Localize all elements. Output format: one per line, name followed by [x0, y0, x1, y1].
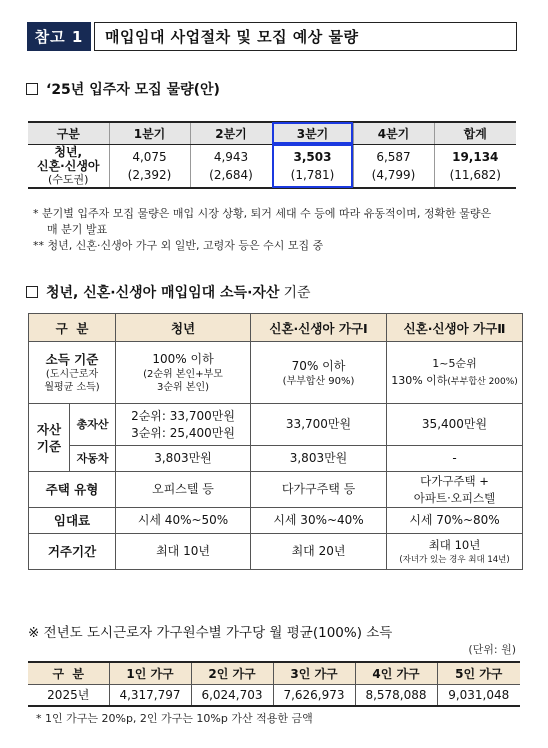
car-youth: 3,803만원	[116, 446, 251, 472]
table-row	[28, 684, 520, 706]
rent-newlywed1: 시세 30%~40%	[251, 508, 387, 534]
row-label: 청년, 신혼·신생아 (수도권)	[28, 144, 109, 188]
income-1p: 4,317,797	[109, 684, 191, 706]
header-cell: 4인 가구	[355, 662, 437, 684]
income-newlywed1: 70% 이하 (부부합산 90%)	[251, 342, 387, 404]
rent-newlywed2: 시세 70%~80%	[387, 508, 523, 534]
income-newlywed2: 1~5순위 130% 이하(부부합산 200%)	[387, 342, 523, 404]
income-3p: 7,626,973	[273, 684, 355, 706]
residence-period-row	[29, 534, 523, 570]
car-newlywed1: 3,803만원	[251, 446, 387, 472]
income-youth: 100% 이하 (2순위 본인+부모 3순위 본인)	[116, 342, 251, 404]
income-4p: 8,578,088	[355, 684, 437, 706]
checkbox-square-icon	[26, 286, 38, 298]
section2-title: 청년, 신혼·신생아 매입임대 소득·자산 기준	[26, 282, 311, 302]
table-header-row	[28, 662, 520, 684]
total-assets-label: 총자산	[70, 404, 116, 446]
header-cell: 1인 가구	[109, 662, 191, 684]
header-cell: 신혼·신생아 가구Ⅱ	[387, 314, 523, 342]
year-cell: 2025년	[28, 684, 109, 706]
header-cell: 구 분	[29, 314, 116, 342]
header-cell: 신혼·신생아 가구Ⅰ	[251, 314, 387, 342]
header-cell: 5인 가구	[437, 662, 520, 684]
rent-row	[29, 508, 523, 534]
housing-type-row	[29, 472, 523, 508]
residence-newlywed2: 최대 10년 (자녀가 있는 경우 최대 14년)	[387, 534, 523, 570]
reference-tag: 참고 1	[27, 22, 91, 51]
table-row	[28, 144, 516, 188]
residence-label: 거주기간	[29, 534, 116, 570]
assets-label: 자산 기준	[29, 404, 70, 472]
header-cell: 구분	[28, 122, 109, 144]
car-newlywed2: -	[387, 446, 523, 472]
document-title: 매입임대 사업절차 및 모집 예상 물량	[94, 22, 517, 51]
header-cell: 1분기	[109, 122, 190, 144]
housing-youth: 오피스텔 등	[116, 472, 251, 508]
q2-cell: 4,943 (2,684)	[190, 144, 272, 188]
document-header	[27, 22, 517, 51]
housing-newlywed2: 다가구주택 + 아파트·오피스텔	[387, 472, 523, 508]
header-cell: 2인 가구	[191, 662, 273, 684]
residence-newlywed1: 최대 20년	[251, 534, 387, 570]
table-header-row	[28, 122, 516, 144]
section1-title: ‘25년 입주자 모집 물량(안)	[26, 79, 220, 99]
q1-cell: 4,075 (2,392)	[109, 144, 190, 188]
q3-cell-highlighted: 3,503 (1,781)	[272, 144, 353, 188]
total-assets-youth: 2순위: 33,700만원 3순위: 25,400만원	[116, 404, 251, 446]
residence-youth: 최대 10년	[116, 534, 251, 570]
recruitment-volume-table	[28, 121, 516, 189]
header-cell: 구 분	[28, 662, 109, 684]
section3-title: ※ 전년도 도시근로자 가구원수별 가구당 월 평균(100%) 소득	[28, 625, 393, 641]
section3-note: * 1인 가구는 20%p, 2인 가구는 10%p 가산 적용한 금액	[36, 712, 313, 725]
total-assets-newlywed2: 35,400만원	[387, 404, 523, 446]
total-assets-row	[29, 404, 523, 446]
header-cell: 합계	[434, 122, 516, 144]
header-cell: 4분기	[353, 122, 434, 144]
housing-label: 주택 유형	[29, 472, 116, 508]
income-2p: 6,024,703	[191, 684, 273, 706]
car-assets-row	[29, 446, 523, 472]
income-asset-criteria-table	[28, 313, 523, 570]
header-cell-highlighted: 3분기	[272, 122, 353, 144]
household-income-table	[28, 661, 520, 707]
income-row	[29, 342, 523, 404]
car-label: 자동차	[70, 446, 116, 472]
table-header-row	[29, 314, 523, 342]
unit-label: (단위: 원)	[468, 643, 516, 656]
header-cell: 3인 가구	[273, 662, 355, 684]
income-5p: 9,031,048	[437, 684, 520, 706]
section1-notes: * 분기별 입주자 모집 물량은 매입 시장 상황, 퇴거 세대 수 등에 따라 유동적이며, 정확한 물량은 매 분기 발표 ** 청년, 신혼·신생아 가구 외 일반, 고령자 등은 수시 모집 중	[33, 207, 492, 252]
q4-cell: 6,587 (4,799)	[353, 144, 434, 188]
header-cell: 2분기	[190, 122, 272, 144]
housing-newlywed1: 다가구주택 등	[251, 472, 387, 508]
total-cell: 19,134 (11,682)	[434, 144, 516, 188]
income-label: 소득 기준 (도시근로자 월평균 소득)	[29, 342, 116, 404]
rent-label: 임대료	[29, 508, 116, 534]
total-assets-newlywed1: 33,700만원	[251, 404, 387, 446]
header-cell: 청년	[116, 314, 251, 342]
checkbox-square-icon	[26, 83, 38, 95]
rent-youth: 시세 40%~50%	[116, 508, 251, 534]
